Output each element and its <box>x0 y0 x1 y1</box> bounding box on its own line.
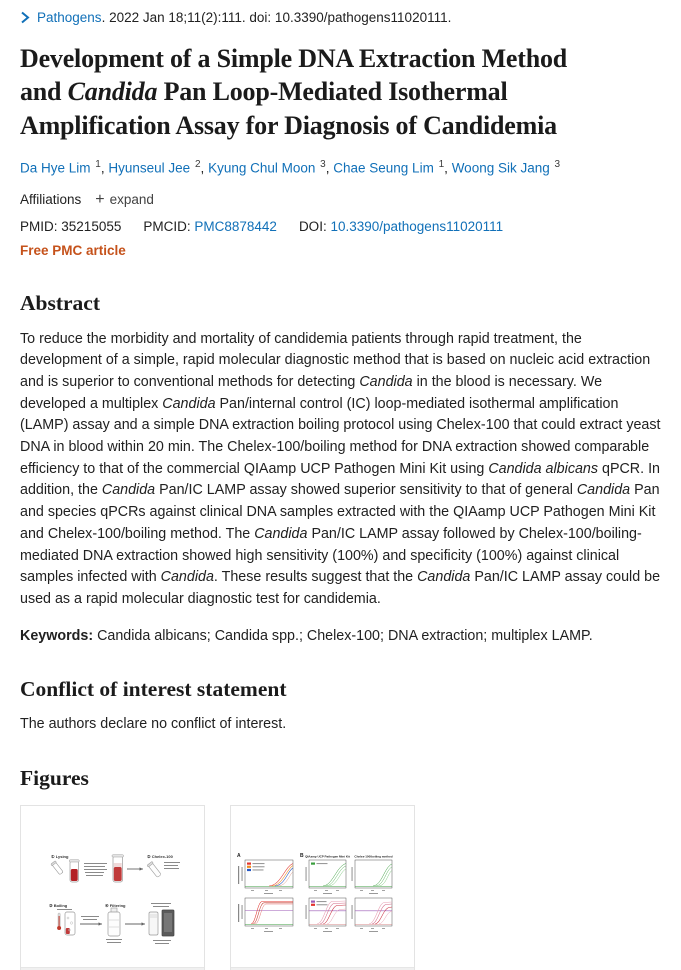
author-affiliation-sup: 1 <box>435 158 445 170</box>
free-pmc-article-badge: Free PMC article <box>20 242 126 258</box>
citation-row <box>20 10 661 25</box>
identifiers-row <box>20 219 661 234</box>
figure2-image <box>231 806 414 967</box>
author-affiliation-sup: 1 <box>92 158 101 170</box>
keywords-line <box>20 626 661 648</box>
author-link[interactable]: Woong Sik Jang <box>451 160 550 176</box>
author-affiliation-sup: 3 <box>551 158 561 170</box>
svg-text:② Chelex-100: ② Chelex-100 <box>147 854 173 860</box>
pmid-value: 35215055 <box>61 218 122 234</box>
svg-text:B: B <box>300 853 304 860</box>
abstract-text: To reduce the morbidity and mortality of candidemia patients through rapid treatment, the development of a simple, rapid molecular diagnostic method that is based on nucleic acid extraction and is superior to conventional methods for detecting Candida in the blood is necessary. We developed a multiplex Candida Pan/internal control (IC) loop-mediated isothermal amplification (LAMP) assay and a simple DNA extraction boiling protocol using Chelex-100 that could extract yeast DNA in blood within 20 min. The Chelex-100/boiling method for DNA extraction showed comparable efficiency to that of the commercial QIAamp UCP Pathogen Mini Kit using Candida albicans qPCR. In addition, the Candida Pan/IC LAMP assay showed superior sensitivity to that of general Candida Pan and species qPCRs against clinical DNA samples extracted with the QIAamp UCP Pathogen Mini Kit and Chelex-100/boiling method. The Candida Pan/IC LAMP assay followed by Chelex-100/boiling-mediated DNA extraction showed high sensitivity (100%) and specificity (100%) against clinical samples infected with Candida. These results suggest that the Candida Pan/IC LAMP assay could be used as a rapid molecular diagnostic test for candidemia. <box>20 330 661 607</box>
affiliations-label: Affiliations <box>20 192 82 208</box>
doi-item: DOI: 10.3390/pathogens11020111 <box>298 218 504 234</box>
svg-text:③ Boiling: ③ Boiling <box>49 903 68 909</box>
authors-list: Da Hye Lim $^1$, Hyunseul Jee $^2$, Kyung Chul Moon $^3$, Chae Seung Lim $^1$, Woong Sik Jang $^3$ <box>20 158 561 176</box>
page-title: Development of a Simple DNA Extraction Method and Candida Pan Loop-Mediated Isothermal Amplification Assay for Diagnosis of Candidemia <box>20 44 568 140</box>
conflict-text: The authors declare no conflict of interest. <box>20 716 287 733</box>
figure-thumbnail-2[interactable] <box>230 805 415 970</box>
keywords-label: Keywords: <box>20 627 94 644</box>
keywords-text: Candida albicans; Candida spp.; Chelex-100; DNA extraction; multiplex LAMP. <box>93 627 593 644</box>
chevron-right-icon[interactable] <box>20 11 30 24</box>
author-affiliation-sup: 3 <box>317 158 326 170</box>
journal-link[interactable]: Pathogens <box>37 10 102 25</box>
pmcid-link[interactable]: PMC8878442 <box>194 218 277 234</box>
citation-text: . 2022 Jan 18;11(2):111. doi: 10.3390/pathogens11020111. <box>101 10 452 25</box>
affiliations-row <box>20 192 661 208</box>
figures-heading: Figures <box>20 766 89 791</box>
figure2-curves-diagram <box>231 806 414 967</box>
svg-text:A: A <box>237 853 241 860</box>
expand-affiliations-button[interactable]: + expand <box>95 190 154 208</box>
figure1-image <box>21 806 204 967</box>
svg-text:QIAamp UCP Pathogen Mini Kit: QIAamp UCP Pathogen Mini Kit <box>305 854 350 859</box>
doi-link[interactable]: 10.3390/pathogens11020111 <box>330 218 504 234</box>
svg-text:Chelex-100/boiling method: Chelex-100/boiling method <box>354 854 393 859</box>
figure1-workflow-diagram <box>21 806 204 967</box>
figure-card-list <box>20 805 661 970</box>
svg-text:① Lysing: ① Lysing <box>51 854 69 860</box>
plus-icon: + <box>95 190 105 208</box>
abstract-heading: Abstract <box>20 290 101 315</box>
figure-thumbnail-1[interactable] <box>20 805 205 970</box>
conflict-heading: Conflict of interest statement <box>20 677 287 702</box>
author-link[interactable]: Chae Seung Lim <box>333 160 434 176</box>
svg-text:④ Filtering: ④ Filtering <box>105 903 126 909</box>
author-link[interactable]: Hyunseul Jee <box>108 160 191 176</box>
author-link[interactable]: Kyung Chul Moon <box>208 160 316 176</box>
author-affiliation-sup: 2 <box>192 158 201 170</box>
pmid-item: PMID: 35215055 <box>20 218 122 234</box>
pmcid-item: PMCID: PMC8878442 <box>143 218 277 234</box>
author-link[interactable]: Da Hye Lim <box>20 160 91 176</box>
